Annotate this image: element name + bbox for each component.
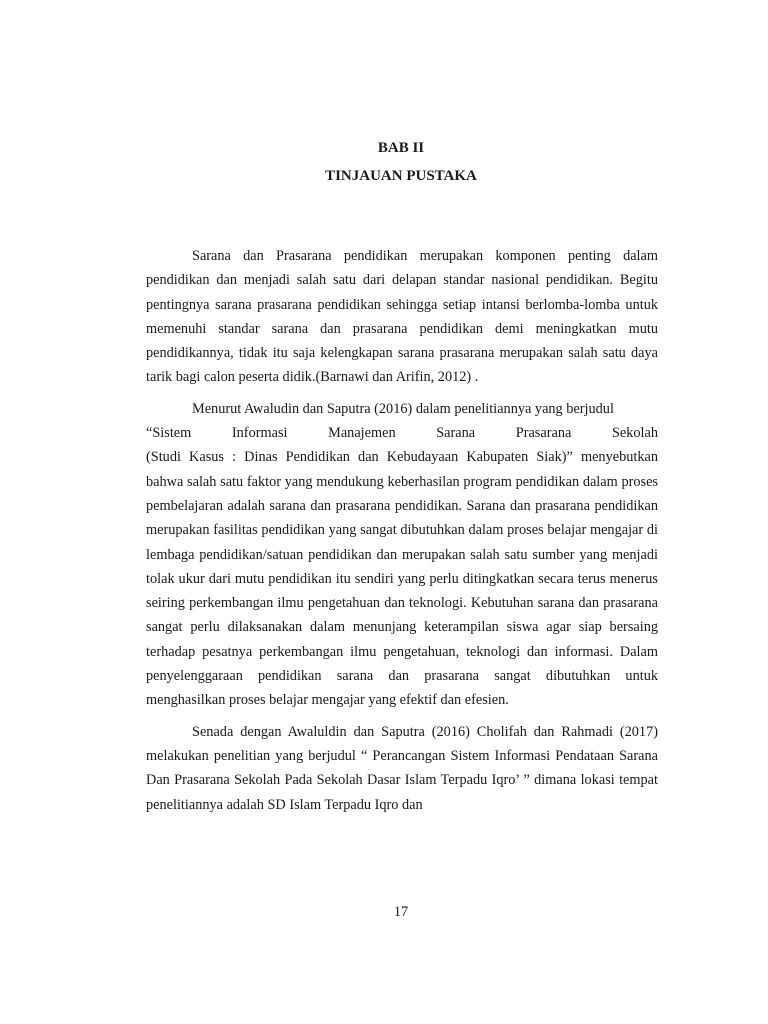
paragraph-2	[146, 397, 658, 713]
paragraph-2-body: (Studi Kasus : Dinas Pendidikan dan Kebudayaan Kabupaten Siak)” menyebutkan bahwa salah satu faktor yang mendukung keberhasilan program pendidikan dalam proses pembelajaran adalah sarana dan prasarana pendidikan. Sarana dan prasarana pendidikan merupakan fasilitas pendidikan yang sangat dibutuhkan dalam proses belajar mengajar di lembaga pendidikan/satuan pendidikan dan merupakan salah satu sumber yang menjadi tolak ukur dari mutu pendidikan itu sendiri yang perlu ditingkatkan secara terus menerus seiring perkembangan ilmu pengetahuan dan teknologi. Kebutuhan sarana dan prasarana sangat perlu dilaksanakan dalam menunjang keterampilan siswa agar siap bersaing terhadap pesatnya perkembangan ilmu pengetahuan, teknologi dan informasi. Dalam penyelenggaraan pendidikan sarana dan prasarana sangat dibutuhkan untuk menghasilkan proses belajar mengajar yang efektif dan efesien.	[146, 449, 658, 709]
page-number: 17	[393, 904, 409, 920]
chapter-number: BAB II	[377, 140, 425, 156]
paragraph-3: Senada dengan Awaluldin dan Saputra (2016) Cholifah dan Rahmadi (2017) melakukan penelitian yang berjudul “ Perancangan Sistem Informasi Pendataan Sarana Dan Prasarana Sekolah Pada Sekolah Dasar Islam Terpadu Iqro’ ” dimana lokasi tempat penelitiannya adalah SD Islam Terpadu Iqro dan	[146, 723, 658, 813]
paragraph-2-quote-line: “Sistem Informasi Manajemen Sarana Prasarana Sekolah	[146, 425, 658, 442]
paragraph-1: Sarana dan Prasarana pendidikan merupakan komponen penting dalam pendidikan dan menjadi salah satu dari delapan standar nasional pendidikan. Begitu pentingnya sarana prasarana pendidikan sehingga setiap intansi berlomba-lomba untuk memenuhi standar sarana dan prasarana pendidikan demi meningkatkan mutu pendidikannya, tidak itu saja kelengkapan sarana prasarana merupakan salah satu daya tarik bagi calon peserta didik.(Barnawi dan Arifin, 2012) .	[146, 248, 658, 386]
body-text	[146, 244, 658, 817]
chapter-heading	[0, 136, 768, 188]
chapter-title: TINJAUAN PUSTAKA	[325, 168, 477, 184]
paragraph-2-intro: Menurut Awaludin dan Saputra (2016) dalam penelitiannya yang berjudul	[192, 400, 614, 417]
